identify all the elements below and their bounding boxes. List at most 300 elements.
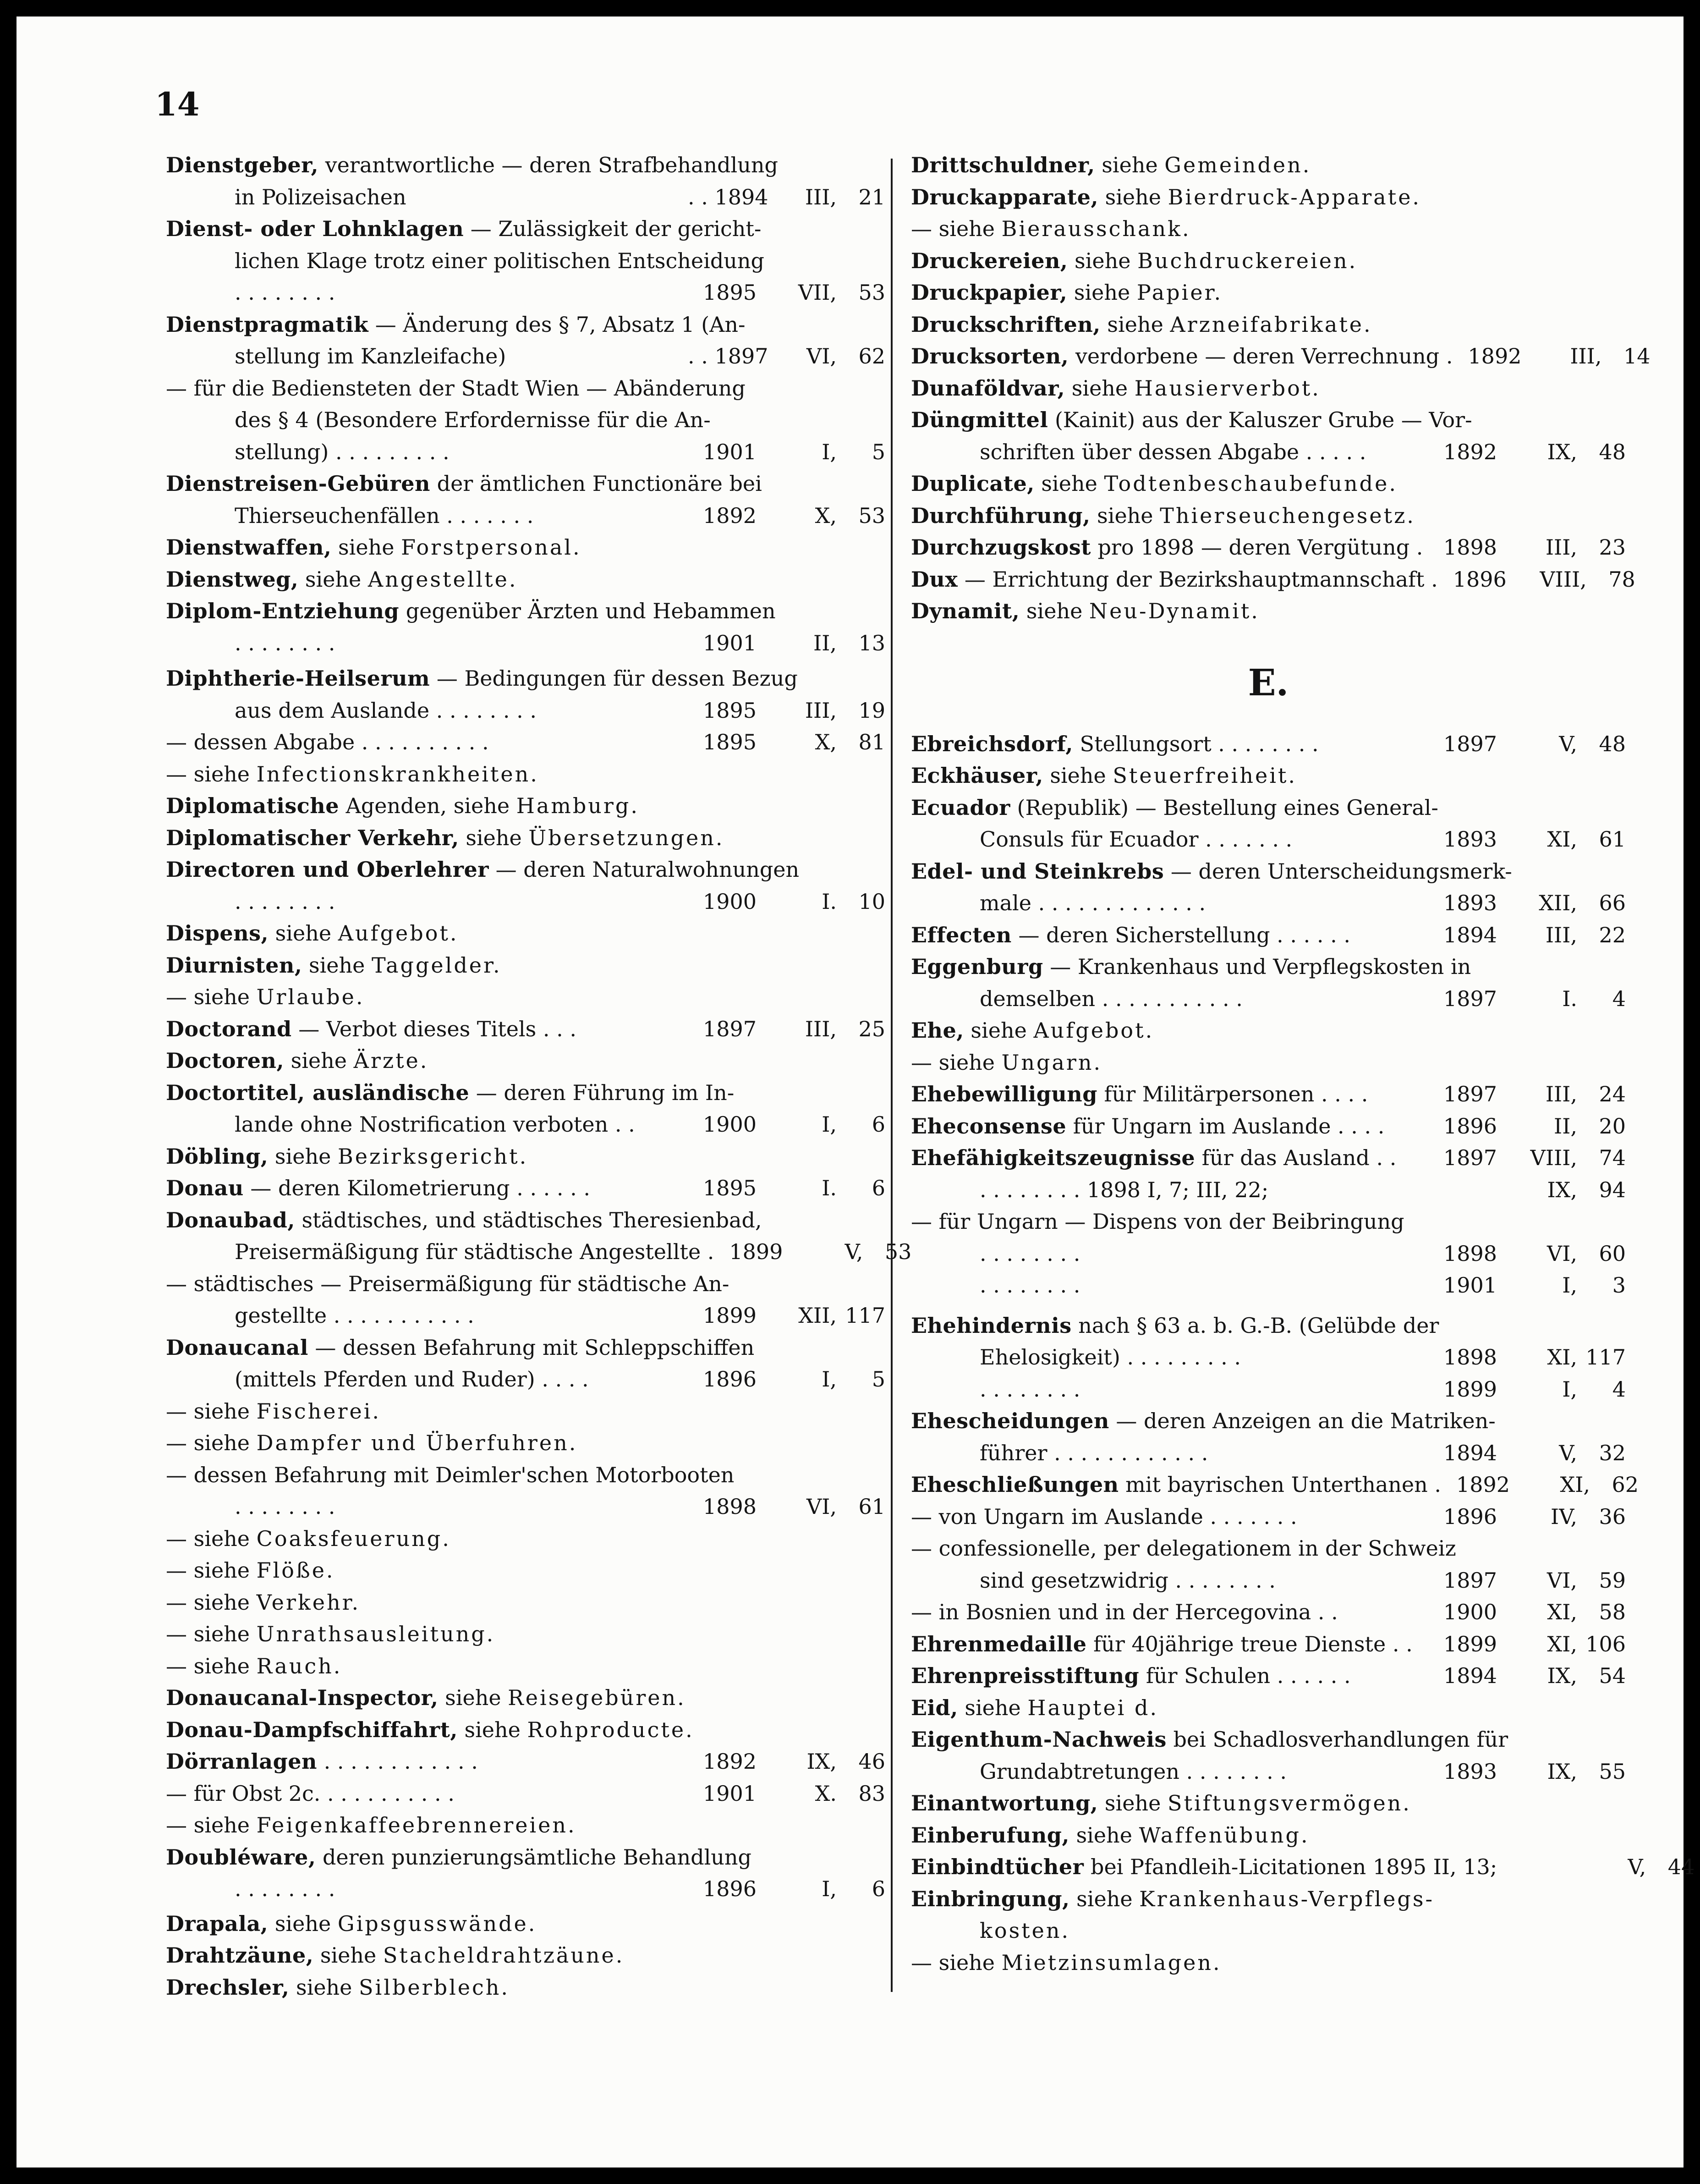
entry-keyword: Einbindtücher [911, 1854, 1084, 1879]
entry-text [911, 1310, 1439, 1342]
entry-text [166, 1459, 734, 1491]
entry-year: 1897 [1443, 1082, 1497, 1106]
index-entry-line [166, 500, 885, 532]
entry-volume: V, [1628, 1854, 1646, 1879]
index-entry-line [911, 1405, 1626, 1437]
entry-description: gegenüber Ärzten und Hebammen [399, 599, 776, 623]
index-entry-line [911, 404, 1626, 436]
entry-description: — Bedingungen für dessen Bezug [430, 666, 798, 691]
entry-description: — Zulässigkeit der gericht- [464, 216, 762, 241]
index-entry-line [166, 182, 885, 214]
entry-description: — deren Führung im In- [469, 1080, 735, 1105]
entry-description: Thierseuchenfällen . . . . . . . [235, 503, 534, 528]
cross-reference: Unrathsausleitung. [256, 1622, 495, 1646]
entry-year: 1898 [1443, 1345, 1497, 1370]
entry-text [166, 1045, 688, 1077]
entry-volume: III, [805, 698, 837, 723]
entry-description: — für Ungarn — Dispens von der Beibringung [911, 1209, 1404, 1234]
entry-volume: VI, [1546, 1568, 1577, 1593]
entry-keyword: Ehefähigkeitszeugnisse [911, 1145, 1195, 1170]
entry-keyword: Edel- und Steinkrebs [911, 858, 1164, 884]
index-entry-line [166, 1587, 885, 1619]
entry-page: 66 [1599, 891, 1626, 915]
entry-volume: II, [813, 630, 837, 655]
cross-reference: Feigenkaffeebrennereien. [256, 1813, 576, 1837]
entry-year: 1899 [1443, 1376, 1497, 1402]
entry-description: für Militärpersonen . . . . [1097, 1082, 1368, 1106]
index-entry-line [166, 1810, 885, 1842]
entry-text [166, 726, 688, 759]
entry-page: 44 [1667, 1854, 1695, 1879]
cross-reference: Bezirksgericht. [337, 1144, 528, 1169]
index-entry-line [166, 1873, 885, 1905]
entry-text [911, 1820, 1428, 1852]
entry-description: — siehe [166, 1622, 257, 1646]
entry-keyword: Druckschriften, [911, 312, 1101, 337]
cross-reference: Stacheldrahtzäune. [383, 1943, 625, 1968]
entry-page: 94 [1599, 1177, 1626, 1202]
entry-text [911, 373, 1428, 405]
entry-keyword: Ehe, [911, 1018, 964, 1043]
entry-description: stellung) . . . . . . . . . [235, 439, 450, 464]
entry-text [166, 1714, 694, 1746]
index-entry-line [166, 1396, 885, 1428]
entry-keyword: Drucksorten, [911, 344, 1069, 369]
entry-description: lande ohne Nostrification verboten . . [235, 1112, 635, 1137]
entry-text [166, 341, 688, 373]
entry-page: 10 [858, 889, 885, 914]
entry-text [166, 1396, 688, 1428]
index-entry-line [911, 887, 1626, 919]
cross-reference: Hauptei d. [1027, 1695, 1159, 1720]
entry-volume: I, [822, 1112, 837, 1137]
index-entry-line [166, 436, 885, 468]
index-entry-line [166, 1300, 885, 1332]
cross-reference: Hamburg. [516, 793, 639, 818]
entry-keyword: Donau-Dampfschiffahrt, [166, 1717, 458, 1742]
entry-description: — deren Unterscheidungsmerk- [1164, 858, 1512, 884]
entry-page: 59 [1599, 1568, 1626, 1593]
entry-keyword: Döbling, [166, 1144, 269, 1169]
cross-reference: Verkehr. [256, 1590, 361, 1615]
entry-page: 19 [858, 698, 885, 723]
entry-page: 58 [1599, 1600, 1626, 1624]
entry-year: 1893 [1443, 1759, 1497, 1784]
entry-description: siehe [457, 1717, 527, 1742]
entry-text [166, 1778, 688, 1810]
entry-volume: VI, [1546, 1241, 1577, 1266]
entry-keyword: Eckhäuser, [911, 763, 1043, 788]
entry-description: siehe [1043, 763, 1113, 788]
entry-text [166, 245, 764, 277]
entry-text [911, 1724, 1508, 1756]
entry-description: — deren Kilometrierung . . . . . . [243, 1176, 591, 1200]
entry-description: siehe [1100, 312, 1170, 337]
entry-year: 1895 [702, 1176, 757, 1200]
entry-keyword: Einberufung, [911, 1822, 1069, 1848]
entry-description: siehe [284, 1048, 354, 1073]
entry-text [911, 1565, 1428, 1597]
cross-reference: Bierdruck-Apparate. [1168, 184, 1421, 209]
entry-text [166, 1172, 688, 1205]
entry-keyword: Dienstpragmatik [166, 312, 369, 337]
entry-text [166, 1587, 688, 1619]
entry-keyword: Durchführung, [911, 503, 1091, 528]
entry-year: 1901 [702, 1781, 757, 1806]
entry-volume: I, [1562, 1376, 1577, 1402]
entry-page: 48 [1599, 439, 1626, 464]
cross-reference: Buchdruckereien. [1137, 248, 1358, 273]
entry-keyword: Doctorand [166, 1016, 292, 1041]
entry-keyword: Dienst- oder Lohnklagen [166, 216, 464, 241]
entry-keyword: Eheschließungen [911, 1472, 1119, 1497]
entry-page: 14 [1623, 344, 1651, 369]
entry-year: 1901 [1443, 1273, 1497, 1298]
entry-text [166, 564, 688, 596]
index-entry-line [911, 1142, 1626, 1174]
entry-keyword: Drittschuldner, [911, 153, 1095, 177]
entry-keyword: Doctoren, [166, 1048, 284, 1073]
right-column [911, 149, 1695, 1979]
entry-year: 1897 [1443, 1568, 1497, 1593]
entry-keyword: Dunaföldvar, [911, 375, 1065, 401]
entry-volume: I, [822, 1876, 837, 1901]
entry-text [911, 1206, 1428, 1238]
entry-text [166, 981, 688, 1013]
entry-description: (Kainit) aus der Kaluszer Grube — Vor- [1048, 407, 1472, 432]
entry-text [166, 1650, 688, 1683]
entry-volume: I. [1562, 986, 1577, 1011]
index-entry-line [166, 1682, 885, 1714]
index-entry-line [911, 341, 1651, 373]
entry-text [166, 1268, 729, 1300]
entry-page: 5 [872, 1367, 885, 1392]
entry-description: nach § 63 a. b. G.-B. (Gelübde der [1071, 1313, 1439, 1338]
entry-description: demselben . . . . . . . . . . . [980, 986, 1243, 1011]
entry-description: siehe [313, 1943, 383, 1968]
entry-page: 3 [1612, 1273, 1626, 1298]
entry-text [166, 404, 711, 436]
cross-reference: Rauch. [256, 1653, 342, 1678]
entry-text [911, 1270, 1428, 1302]
entry-description: — siehe [166, 1813, 257, 1837]
entry-description: . . . . . . . . [980, 1273, 1080, 1298]
entry-text [166, 1618, 688, 1650]
spacer [911, 1302, 1626, 1310]
entry-page: 53 [884, 1239, 912, 1264]
entry-year: 1897 [1443, 1145, 1497, 1170]
entry-text [911, 1405, 1496, 1437]
entry-volume: III, [805, 184, 837, 209]
entry-text [911, 1047, 1428, 1079]
entry-text [911, 309, 1428, 341]
entry-year: . . 1897 [688, 344, 768, 369]
entry-text [911, 1692, 1428, 1724]
entry-description: Ehelosigkeit) . . . . . . . . . [980, 1345, 1241, 1370]
entry-description: des § 4 (Besondere Erfordernisse für die An- [235, 407, 711, 432]
entry-keyword: Druckpapier, [911, 280, 1068, 305]
cross-reference: Angestellte. [367, 567, 518, 592]
index-entry-line [166, 1109, 885, 1141]
index-entry-line [166, 886, 885, 918]
entry-description: siehe [958, 1695, 1028, 1720]
index-entry-line [166, 726, 885, 759]
entry-description: — siehe [911, 1050, 1002, 1075]
entry-description: — Errichtung der Bezirkshauptmannschaft . [958, 567, 1438, 592]
entry-description: Preisermäßigung für städtische Angestellte . [235, 1239, 714, 1264]
entry-text [166, 1077, 734, 1109]
entry-text [911, 595, 1428, 627]
index-entry-line [911, 1596, 1626, 1628]
entry-page: 54 [1599, 1663, 1626, 1688]
cross-reference: Thierseuchengesetz. [1160, 503, 1415, 528]
entry-text [911, 1015, 1428, 1047]
index-entry-line [166, 1842, 885, 1874]
entry-text [911, 277, 1428, 309]
entry-text [166, 1491, 688, 1523]
entry-volume: XI, [1547, 1600, 1577, 1624]
cross-reference: Ungarn. [1001, 1050, 1102, 1075]
entry-keyword: Effecten [911, 922, 1012, 947]
index-entry-line [911, 1947, 1626, 1979]
entry-page: 5 [872, 439, 885, 464]
entry-keyword: Ebreichsdorf, [911, 731, 1073, 756]
index-entry-line [911, 1628, 1626, 1661]
entry-keyword: Ehebewilligung [911, 1082, 1097, 1106]
index-entry-line [166, 468, 885, 500]
entry-year: 1898 [1443, 1241, 1497, 1266]
entry-page: 20 [1599, 1113, 1626, 1139]
entry-text [911, 468, 1428, 500]
entry-page: 81 [858, 730, 885, 754]
entry-volume: I. [822, 889, 837, 914]
entry-text [911, 1851, 1497, 1883]
index-entry-line [911, 1047, 1626, 1079]
entry-description: bei Pfandleih-Licitationen 1895 II, 13; [1084, 1854, 1497, 1879]
entry-keyword: Ehrenpreisstiftung [911, 1663, 1140, 1688]
entry-description: siehe [298, 567, 368, 592]
entry-page: 62 [858, 344, 885, 369]
index-entry-line [911, 309, 1626, 341]
index-entry-line [166, 1555, 885, 1587]
entry-description: siehe [269, 921, 338, 946]
entry-keyword: Durchzugskost [911, 535, 1091, 560]
entry-keyword: Dux [911, 567, 958, 592]
entry-description: — deren Sicherstellung . . . . . . [1011, 922, 1350, 947]
entry-text [911, 500, 1428, 532]
entry-description: — siehe [166, 761, 257, 787]
entry-description: siehe [1034, 471, 1104, 496]
cross-reference: Rohproducte. [527, 1717, 694, 1742]
index-entry-line [166, 532, 885, 564]
entry-description: — Änderung des § 7, Absatz 1 (An- [368, 312, 746, 337]
entry-volume: I. [822, 1176, 837, 1200]
entry-volume: VI, [806, 344, 837, 369]
cross-reference: Aufgebot. [338, 921, 459, 946]
entry-text [166, 1013, 688, 1045]
entry-volume: V, [1559, 731, 1577, 756]
entry-text [166, 1523, 688, 1555]
index-entry-line [166, 790, 885, 822]
entry-text [166, 1842, 751, 1874]
entry-text [911, 1374, 1428, 1406]
entry-text [911, 532, 1428, 564]
entry-keyword: Donaucanal [166, 1335, 308, 1360]
entry-text [911, 245, 1428, 277]
entry-page: 48 [1599, 731, 1626, 756]
entry-description: siehe [1090, 503, 1160, 528]
entry-description: . . . . . . . . [235, 280, 335, 305]
entry-volume: XI, [1547, 827, 1577, 852]
index-entry-line [166, 1908, 885, 1940]
cross-reference: Aufgebot. [1033, 1018, 1154, 1043]
entry-text [911, 983, 1428, 1015]
entry-year: 1897 [1443, 731, 1497, 756]
cross-reference: kosten. [980, 1918, 1070, 1943]
entry-text [911, 1756, 1428, 1788]
entry-description: (mittels Pferden und Ruder) . . . . [235, 1367, 589, 1392]
entry-description: Grundabtretungen . . . . . . . . [980, 1759, 1287, 1784]
index-entry-line [911, 1078, 1626, 1111]
entry-text [911, 728, 1428, 760]
entry-text [911, 856, 1512, 888]
index-entry-line [166, 1459, 885, 1491]
entry-text [166, 1205, 762, 1237]
index-entry-line [166, 564, 885, 596]
entry-description: . . . . . . . . 1898 I, 7; III, 22; [980, 1177, 1269, 1202]
entry-volume: XI, [1547, 1345, 1577, 1370]
entry-keyword: Drapala, [166, 1911, 269, 1936]
entry-year: 1892 [1443, 439, 1497, 464]
entry-description: für Schulen . . . . . . [1139, 1663, 1351, 1688]
entry-description: — für die Bediensteten der Stadt Wien — Abänderung [166, 375, 746, 401]
entry-description: verantwortliche — deren Strafbehandlung [318, 153, 778, 177]
entry-volume: VIII, [1530, 1145, 1577, 1170]
entry-text [166, 950, 688, 982]
entry-text [166, 854, 799, 886]
index-entry-line [911, 1501, 1626, 1533]
entry-keyword: Diplom-Entziehung [166, 599, 400, 623]
entry-description: der ämtlichen Functionäre bei [430, 471, 762, 496]
entry-volume: I, [822, 439, 837, 464]
entry-keyword: Druckapparate, [911, 184, 1098, 209]
index-entry-line [911, 951, 1626, 983]
entry-description: städtisches, und städtisches Theresienbad, [295, 1207, 762, 1232]
entry-description: deren punzierungsämtliche Behandlung [316, 1844, 752, 1870]
entry-description: siehe [1067, 280, 1137, 305]
index-entry-line [911, 436, 1626, 468]
entry-volume: X, [815, 730, 837, 754]
cross-reference: Todtenbeschaubefunde. [1104, 471, 1398, 496]
entry-page: 55 [1599, 1759, 1626, 1784]
entry-keyword: Doubléware, [166, 1844, 316, 1870]
index-entry-line [911, 983, 1626, 1015]
index-entry-line [911, 1238, 1626, 1270]
entry-page: 6 [872, 1876, 885, 1901]
entry-description: — dessen Befahrung mit Deimler'schen Motorbooten [166, 1462, 735, 1487]
index-entry-line [911, 1724, 1626, 1756]
entry-text [911, 1238, 1428, 1270]
section-letter: E. [1248, 660, 1289, 704]
entry-text [166, 213, 761, 245]
entry-text [166, 309, 746, 341]
entry-description: — siehe [166, 1590, 257, 1615]
index-entry-line [166, 1427, 885, 1459]
index-entry-line [166, 759, 885, 791]
index-entry-line [166, 950, 885, 982]
index-entry-line [166, 1077, 885, 1109]
entry-text [166, 1109, 688, 1141]
index-entry-line [166, 1618, 885, 1650]
index-entry-line [911, 1437, 1626, 1469]
index-entry-line [166, 149, 885, 182]
entry-keyword: Diplomatischer Verkehr, [166, 825, 459, 850]
index-entry-line [166, 854, 885, 886]
index-entry-line [911, 468, 1626, 500]
entry-description: . . . . . . . . . . . . [317, 1749, 478, 1774]
entry-keyword: Düngmittel [911, 407, 1048, 432]
entry-page: 117 [1585, 1345, 1626, 1370]
entry-year: 1899 [702, 1303, 757, 1328]
index-entry-line [911, 856, 1626, 888]
entry-text [166, 1908, 688, 1940]
entry-description: Consuls für Ecuador . . . . . . . [980, 827, 1293, 852]
entry-year: 1892 [702, 503, 757, 528]
cross-reference: Flöße. [256, 1558, 335, 1583]
index-entry-line [911, 213, 1626, 245]
entry-text [911, 436, 1428, 468]
index-entry-line [911, 792, 1626, 824]
entry-text [911, 1883, 1434, 1915]
page-number: 14 [155, 85, 200, 123]
index-entry-line [911, 1883, 1626, 1915]
entry-text [166, 918, 688, 950]
entry-year: 1896 [1443, 1113, 1497, 1139]
entry-keyword: Donau [166, 1176, 244, 1200]
cross-reference: Fischerei. [256, 1398, 381, 1424]
entry-text [911, 149, 1428, 182]
index-entry-line [166, 627, 885, 660]
entry-volume: III, [805, 1016, 837, 1041]
entry-keyword: Doctortitel, ausländische [166, 1080, 470, 1105]
entry-page: 23 [1599, 535, 1626, 560]
entry-year: 1896 [702, 1367, 757, 1392]
entry-page: 6 [872, 1176, 885, 1200]
entry-text [166, 1300, 688, 1332]
index-entry-line [166, 1778, 885, 1810]
entry-description: für Ungarn im Auslande . . . . [1066, 1113, 1385, 1139]
index-entry-line [166, 404, 885, 436]
entry-text [166, 822, 724, 854]
entry-page: 78 [1608, 567, 1635, 592]
entry-text [166, 436, 688, 468]
entry-page: 74 [1599, 1145, 1626, 1170]
entry-text [166, 695, 688, 727]
entry-description: siehe [268, 1911, 338, 1936]
entry-text [911, 1501, 1428, 1533]
entry-year: 1896 [702, 1876, 757, 1901]
entry-description: in Polizeisachen [235, 184, 406, 209]
cross-reference: Gipsgusswände. [337, 1911, 537, 1936]
entry-volume: X, [815, 503, 837, 528]
entry-page: 62 [1612, 1472, 1639, 1497]
cross-reference: Coaksfeuerung. [256, 1526, 451, 1551]
entry-volume: I, [822, 1367, 837, 1392]
entry-volume: IX, [1547, 1177, 1577, 1202]
entry-text [911, 1596, 1428, 1628]
entry-keyword: Dienstwaffen, [166, 535, 332, 560]
entry-description: male . . . . . . . . . . . . . [980, 891, 1206, 915]
